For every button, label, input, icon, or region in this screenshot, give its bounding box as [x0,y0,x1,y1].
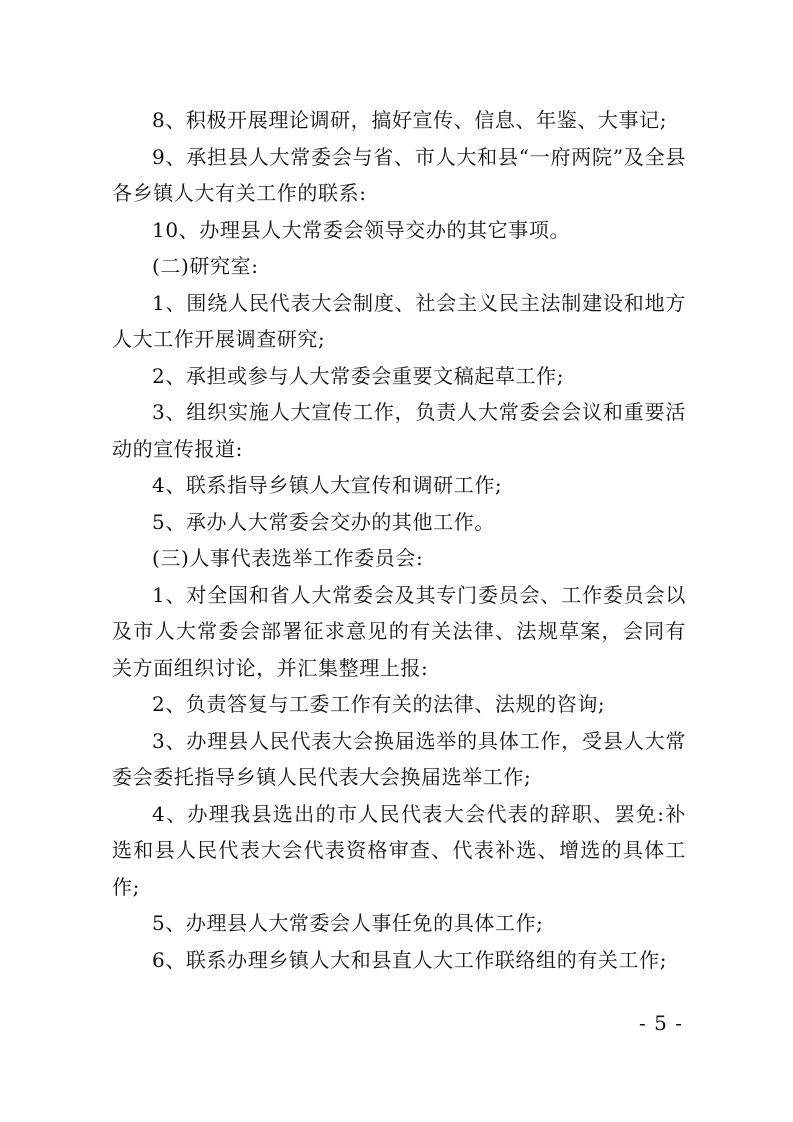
paragraph: 3、办理县人民代表大会换届选举的具体工作，受县人大常委会委托指导乡镇人民代表大会换届选举工作; [112,728,686,789]
paragraph: 9、承担县人大常委会与省、市人大和县“一府两院”及全县各乡镇人大有关工作的联系: [112,144,686,205]
paragraph: 5、办理县人大常委会人事任免的具体工作; [152,911,544,935]
page-number: - 5 - [639,1011,683,1035]
paragraph: 1、围绕人民代表大会制度、社会主义民主法制建设和地方人大工作开展调查研究; [112,290,686,351]
section-heading: (二)研究室: [152,254,259,278]
paragraph: 4、联系指导乡镇人大宣传和调研工作; [152,473,503,497]
paragraph: 3、组织实施人大宣传工作，负责人大常委会会议和重要活动的宣传报道: [112,400,686,461]
document-body [112,102,686,978]
section-heading: (三)人事代表选举工作委员会: [152,546,424,570]
paragraph: 4、办理我县选出的市人民代表大会代表的辞职、罢免:补选和县人民代表大会代表资格审查、代表补选、增选的具体工作; [112,801,686,899]
paragraph: 6、联系办理乡镇人大和县直人大工作联络组的有关工作; [152,947,668,972]
paragraph: 8、积极开展理论调研，搞好宣传、信息、年鉴、大事记; [152,108,668,132]
paragraph: 5、承办人大常委会交办的其他工作。 [152,509,495,534]
paragraph: 1、对全国和省人大常委会及其专门委员会、工作委员会以及市人大常委会部署征求意见的有关法律、法规草案，会同有关方面组织讨论，并汇集整理上报: [112,582,686,680]
paragraph: 2、承担或参与人大常委会重要文稿起草工作; [152,363,565,388]
paragraph: 10、办理县人大常委会领导交办的其它事项。 [152,217,571,242]
paragraph: 2、负责答复与工委工作有关的法律、法规的咨询; [152,692,606,716]
